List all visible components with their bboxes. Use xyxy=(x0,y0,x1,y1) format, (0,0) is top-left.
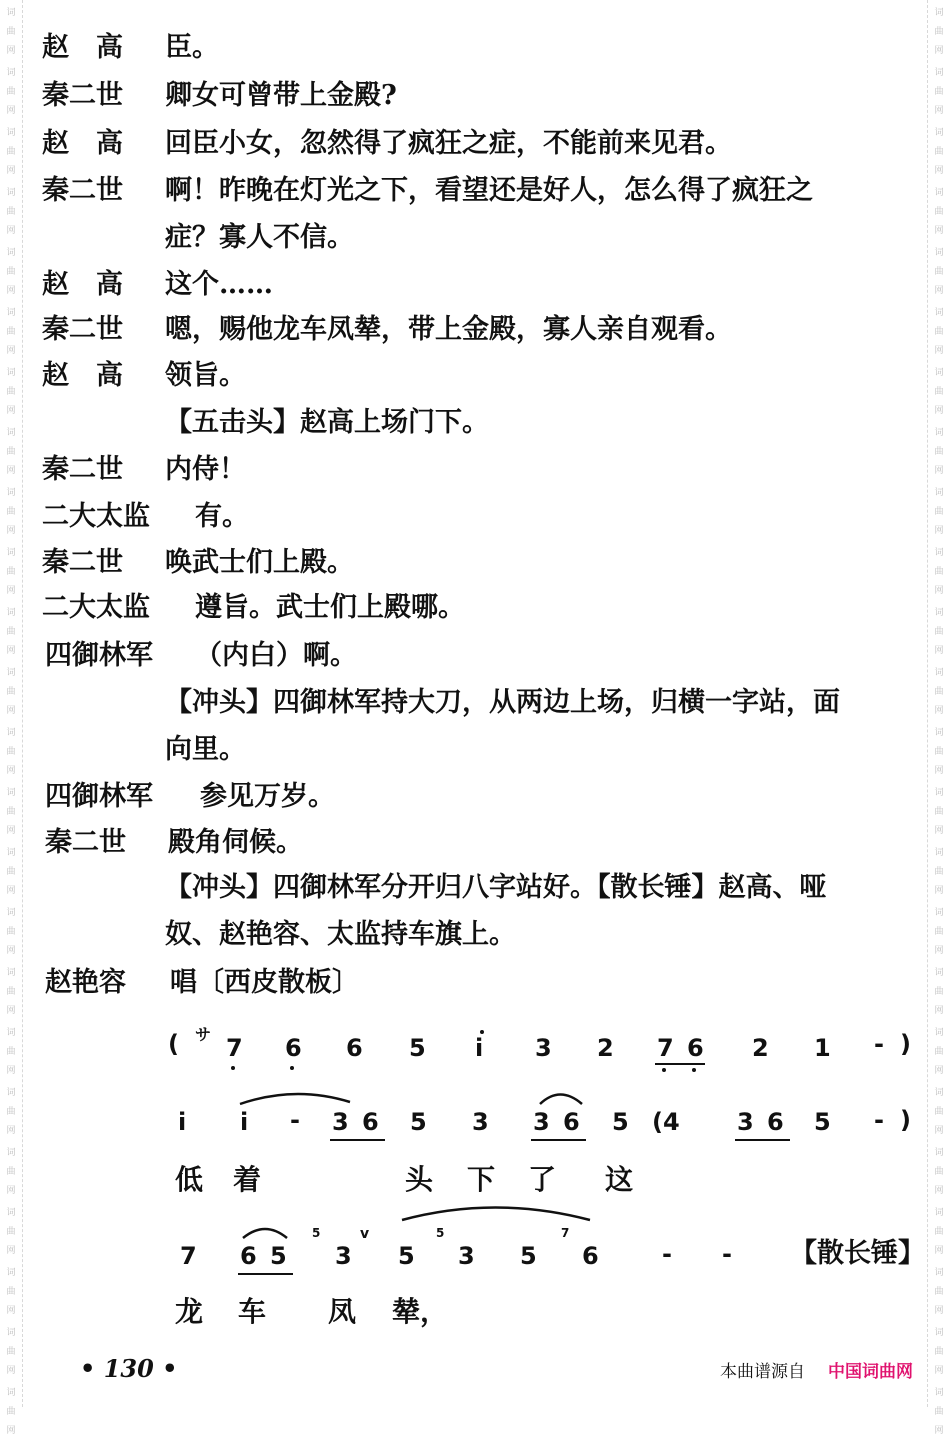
watermark-text: 词 曲 网 xyxy=(934,428,944,476)
line-text: 回臣小女，忽然得了疯狂之症，不能前来见君。 xyxy=(165,128,732,159)
note: 6 xyxy=(285,1034,302,1062)
watermark-text: 词 曲 网 xyxy=(6,1088,16,1136)
beat-underline xyxy=(531,1139,586,1141)
watermark-text: 词 曲 网 xyxy=(6,308,16,356)
watermark-text: 词 曲 网 xyxy=(934,1088,944,1136)
watermark-text: 词 曲 网 xyxy=(934,668,944,716)
high-octave-dot xyxy=(480,1030,484,1034)
watermark-text: 词 曲 网 xyxy=(934,548,944,596)
lyric: 头 xyxy=(405,1163,434,1196)
watermark-text: 词 曲 网 xyxy=(934,1268,944,1316)
line-text: 卿女可曾带上金殿? xyxy=(165,80,397,111)
note: 5 xyxy=(612,1108,629,1136)
line-text: 嗯，赐他龙车凤辇，带上金殿，寡人亲自观看。 xyxy=(165,314,732,345)
watermark-text: 词 曲 网 xyxy=(934,1028,944,1076)
note: 2 xyxy=(752,1034,769,1062)
watermark-text: 词 曲 网 xyxy=(934,1328,944,1376)
note: 3 xyxy=(533,1108,550,1136)
note: 3 xyxy=(472,1108,489,1136)
note: 5 xyxy=(398,1242,415,1270)
lyric: 凤 xyxy=(328,1295,357,1328)
site-name: 中国词曲网 xyxy=(828,1362,913,1382)
watermark-text: 词 曲 网 xyxy=(6,1148,16,1196)
watermark-text: 词 曲 网 xyxy=(934,968,944,1016)
grace-note: 7 xyxy=(561,1226,570,1240)
watermark-text: 词 曲 网 xyxy=(934,68,944,116)
speaker: 赵 高 xyxy=(42,360,123,391)
line-text: （内白）啊。 xyxy=(195,640,357,671)
page-number: • 130 • xyxy=(80,1354,178,1383)
speaker: 秦二世 xyxy=(42,175,123,206)
lyric: 低 xyxy=(175,1163,204,1196)
speaker: 秦二世 xyxy=(42,314,123,345)
watermark-text: 词 曲 网 xyxy=(6,1208,16,1256)
watermark-text: 词 曲 网 xyxy=(6,1328,16,1376)
watermark-text: 词 曲 网 xyxy=(934,128,944,176)
speaker: 秦二世 xyxy=(42,80,123,111)
line-text: 啊！昨晚在灯光之下，看望还是好人，怎么得了疯狂之 xyxy=(165,175,813,206)
free-tempo-mark: サ xyxy=(195,1025,212,1044)
note: 6 xyxy=(346,1034,363,1062)
line-text: 参见万岁。 xyxy=(200,781,335,812)
dash: - xyxy=(290,1106,300,1134)
note: 6 xyxy=(582,1242,599,1270)
speaker: 秦二世 xyxy=(42,547,123,578)
line-text: 【五击头】赵高上场门下。 xyxy=(165,407,489,438)
note: 6 xyxy=(240,1242,257,1270)
slur xyxy=(240,1094,350,1104)
line-text: 臣。 xyxy=(165,32,219,63)
speaker: 秦二世 xyxy=(42,454,123,485)
note: 7 xyxy=(657,1034,674,1062)
low-octave-dot xyxy=(692,1068,696,1072)
watermark-text: 词 曲 网 xyxy=(934,488,944,536)
watermark-text: 词 曲 网 xyxy=(6,248,16,296)
note: i xyxy=(475,1034,484,1062)
watermark-text: 词 曲 网 xyxy=(6,188,16,236)
beat-underline xyxy=(238,1273,293,1275)
watermark-text: 词 曲 网 xyxy=(6,548,16,596)
breath-mark: v xyxy=(360,1226,370,1242)
watermark-text: 词 曲 网 xyxy=(6,668,16,716)
watermark-text: 词 曲 网 xyxy=(6,1028,16,1076)
dash: - xyxy=(722,1240,732,1268)
speaker: 赵艳容 xyxy=(45,967,126,998)
paren-close: ) xyxy=(900,1030,911,1058)
line-text: 遵旨。武士们上殿哪。 xyxy=(195,592,465,623)
note: 5 xyxy=(520,1242,537,1270)
beat-underline xyxy=(735,1139,790,1141)
lyric: 下 xyxy=(467,1163,496,1196)
lyric: 了 xyxy=(528,1163,557,1196)
beat-underline xyxy=(655,1063,705,1065)
speaker: 二大太监 xyxy=(42,501,150,532)
watermark-text: 词 曲 网 xyxy=(934,308,944,356)
low-octave-dot xyxy=(231,1066,235,1070)
watermark-text: 词 曲 网 xyxy=(6,1388,16,1436)
watermark-text: 词 曲 网 xyxy=(6,68,16,116)
line-text: 这个…… xyxy=(165,269,273,300)
speaker: 秦二世 xyxy=(45,827,126,858)
line-text: 有。 xyxy=(195,501,249,532)
line-text: 唱〔西皮散板〕 xyxy=(170,967,359,998)
watermark-text: 词 曲 网 xyxy=(934,608,944,656)
paren-close: ) xyxy=(900,1106,911,1134)
watermark-text: 词 曲 网 xyxy=(6,848,16,896)
slur xyxy=(402,1208,590,1221)
note: 3 xyxy=(332,1108,349,1136)
slur xyxy=(540,1095,582,1105)
watermark-text: 词 曲 网 xyxy=(934,248,944,296)
watermark-text: 词 曲 网 xyxy=(934,368,944,416)
watermark-text: 词 曲 网 xyxy=(934,908,944,956)
watermark-text: 词 曲 网 xyxy=(934,728,944,776)
speaker: 赵 高 xyxy=(42,269,123,300)
note: 5 xyxy=(410,1108,427,1136)
source-text: 本曲谱源自 xyxy=(720,1362,805,1382)
note: 5 xyxy=(270,1242,287,1270)
paren-open: ( xyxy=(168,1030,179,1058)
slur xyxy=(243,1229,287,1238)
lyric: 着 xyxy=(233,1163,262,1196)
watermark-text: 词 曲 网 xyxy=(6,488,16,536)
note: 3 xyxy=(535,1034,552,1062)
watermark-text: 词 曲 网 xyxy=(6,1268,16,1316)
line-text: 向里。 xyxy=(165,734,246,765)
watermark-text: 词 曲 网 xyxy=(6,788,16,836)
lyric: 这 xyxy=(605,1163,634,1196)
note: 7 xyxy=(226,1034,243,1062)
speaker: 四御林军 xyxy=(45,781,153,812)
lyric: 车 xyxy=(238,1295,267,1328)
watermark-text: 词 曲 网 xyxy=(934,1148,944,1196)
watermark-text: 词 曲 网 xyxy=(6,728,16,776)
speaker: 赵 高 xyxy=(42,128,123,159)
note: 6 xyxy=(362,1108,379,1136)
grace-note: 5 xyxy=(436,1226,445,1240)
watermark-text: 词 曲 网 xyxy=(6,128,16,176)
note: 7 xyxy=(180,1242,197,1270)
dash: - xyxy=(874,1106,884,1134)
line-text: 【冲头】四御林军持大刀，从两边上场，归横一字站，面 xyxy=(165,687,840,718)
note: (4 xyxy=(652,1108,680,1136)
note: 6 xyxy=(687,1034,704,1062)
dash: - xyxy=(662,1240,672,1268)
note: 6 xyxy=(767,1108,784,1136)
watermark-text: 词 曲 网 xyxy=(934,848,944,896)
watermark-text: 词 曲 网 xyxy=(6,608,16,656)
line-text: 殿角伺候。 xyxy=(168,827,303,858)
watermark-text: 词 曲 网 xyxy=(934,188,944,236)
right-watermark-strip xyxy=(927,0,950,1436)
watermark-text: 词 曲 网 xyxy=(934,1208,944,1256)
watermark-text: 词 曲 网 xyxy=(934,8,944,56)
note: 1 xyxy=(814,1034,831,1062)
beat-underline xyxy=(330,1139,385,1141)
low-octave-dot xyxy=(290,1066,294,1070)
note: 6 xyxy=(563,1108,580,1136)
note: i xyxy=(240,1108,249,1136)
left-watermark-strip xyxy=(0,0,23,1436)
dash: - xyxy=(874,1030,884,1058)
note: 2 xyxy=(597,1034,614,1062)
watermark-text: 词 曲 网 xyxy=(6,368,16,416)
watermark-text: 词 曲 网 xyxy=(6,8,16,56)
line-text: 症？寡人不信。 xyxy=(165,222,354,253)
watermark-text: 词 曲 网 xyxy=(934,788,944,836)
lyric: 龙 xyxy=(175,1295,204,1328)
percussion-cue: 【散长锤】 xyxy=(790,1238,925,1269)
note: 3 xyxy=(737,1108,754,1136)
line-text: 内侍！ xyxy=(165,454,246,485)
grace-note: 5 xyxy=(312,1226,321,1240)
note: 3 xyxy=(335,1242,352,1270)
speaker: 赵 高 xyxy=(42,32,123,63)
watermark-text: 词 曲 网 xyxy=(6,428,16,476)
speaker: 四御林军 xyxy=(45,640,153,671)
line-text: 【冲头】四御林军分开归八字站好。【散长锤】赵高、哑 xyxy=(165,872,827,903)
watermark-text: 词 曲 网 xyxy=(6,968,16,1016)
speaker: 二大太监 xyxy=(42,592,150,623)
note: 3 xyxy=(458,1242,475,1270)
watermark-text: 词 曲 网 xyxy=(934,1388,944,1436)
note: 5 xyxy=(814,1108,831,1136)
note: 5 xyxy=(409,1034,426,1062)
line-text: 唤武士们上殿。 xyxy=(165,547,354,578)
low-octave-dot xyxy=(662,1068,666,1072)
line-text: 奴、赵艳容、太监持车旗上。 xyxy=(165,919,516,950)
lyric: 辇， xyxy=(392,1295,449,1328)
note: i xyxy=(178,1108,187,1136)
line-text: 领旨。 xyxy=(165,360,246,391)
watermark-text: 词 曲 网 xyxy=(6,908,16,956)
